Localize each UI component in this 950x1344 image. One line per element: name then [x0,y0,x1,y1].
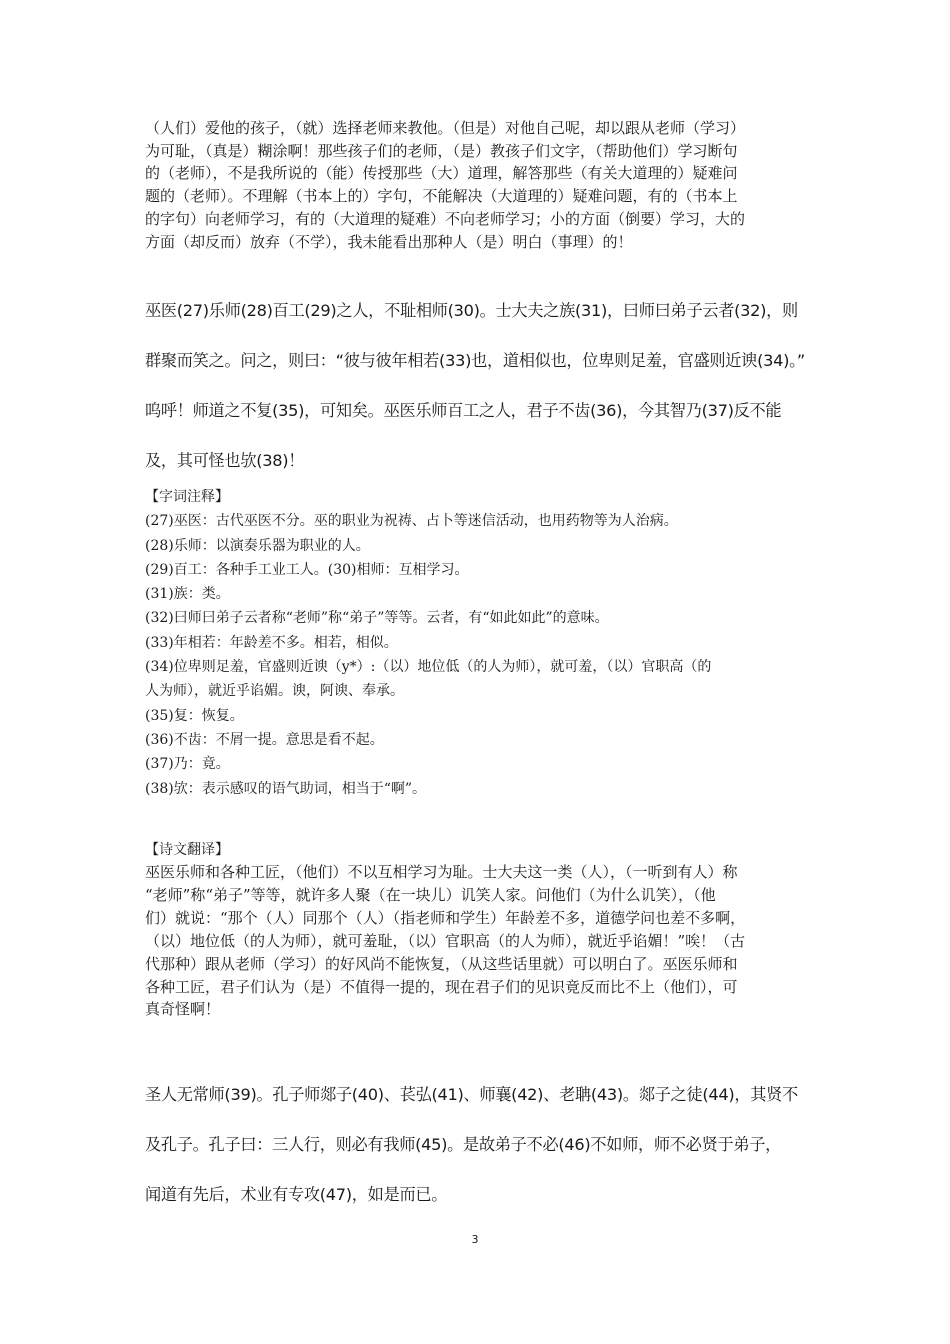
text-line: 题的（老师）。不理解（书本上的）字句，不能解决（大道理的）疑难问题，有的（书本上 [145,187,738,206]
section-heading: 【字词注释】 [145,489,229,505]
text-line: 及孔子。孔子曰：三人行，则必有我师(45)。是故弟子不必(46)不如师，师不必贤于弟子， [145,1135,782,1154]
text-line: （以）地位低（的人为师），就可羞耻，（以）官职高（的人为师），就近乎谄媚！”唉！（古 [145,931,746,950]
word-notes-section [145,485,809,801]
text-line: 及，其可怪也欤(38)！ [145,451,305,470]
note-item: 人为师），就近乎谄媚。谀，阿谀、奉承。 [145,683,404,700]
note-item: (35)复：恢复。 [145,707,244,724]
note-item: (29)百工：各种手工业工人。(30)相师：互相学习。 [145,561,469,578]
text-line: 的（老师），不是我所说的（能）传授那些（大）道理，解答那些（有关大道理的）疑难问 [145,164,738,183]
note-item: (36)不齿：不屑一提。意思是看不起。 [145,731,384,748]
text-line: 方面（却反而）放弃（不学），我未能看出那种人（是）明白（事理）的！ [145,232,633,251]
original-text-paragraph-2 [145,1070,809,1220]
translation-paragraph-1 [145,117,809,253]
translation-heading [145,839,809,862]
text-line: 的字句）向老师学习，有的（大道理的疑难）不向老师学习；小的方面（倒要）学习，大的 [145,209,746,228]
text-line: （人们）爱他的孩子，（就）选择老师来教他。（但是）对他自己呢，却以跟从老师（学习） [145,119,746,137]
original-text-paragraph-1 [145,286,809,486]
section-heading: 【诗文翻译】 [145,842,229,858]
text-line: 巫医乐师和各种工匠，（他们）不以互相学习为耻。士大夫这一类（人），（一听到有人）称 [145,863,738,881]
note-item: (31)族：类。 [145,586,230,603]
note-item: (34)位卑则足羞，官盛则近谀（y*）:（以）地位低（的人为师），就可羞，（以）官职高（的 [145,659,712,676]
note-item: (28)乐师：以演奏乐器为职业的人。 [145,537,370,554]
text-line: 呜呼！师道之不复(35)，可知矣。巫医乐师百工之人，君子不齿(36)，今其智乃(37)反不能 [145,401,782,420]
text-line: 各种工匠，君子们认为（是）不值得一提的，现在君子们的见识竟反而比不上（他们），可 [145,977,738,996]
text-line: 们）就说：“那个（人）同那个（人）（指老师和学生）年龄差不多，道德学问也差不多啊， [145,908,746,927]
page-number: 3 [471,1233,479,1246]
text-line: 圣人无常师(39)。孔子师郯子(40)、苌弘(41)、师襄(42)、老聃(43)。郯子之徒(44)，其贤不 [145,1085,798,1104]
text-line: 代那种）跟从老师（学习）的好风尚不能恢复，（从这些话里就）可以明白了。巫医乐师和 [145,954,738,973]
note-item: (38)欤：表示感叹的语气助词，相当于“啊”。 [145,780,427,797]
text-line: 闻道有先后，术业有专攻(47)，如是而已。 [145,1185,448,1204]
note-item: (33)年相若：年龄差不多。相若，相似。 [145,634,398,651]
text-line: 群聚而笑之。问之，则曰：“彼与彼年相若(33)也，道相似也，位卑则足羞，官盛则近谀(34)。” [145,351,805,370]
translation-paragraph-2 [145,861,809,1021]
text-line: 巫医(27)乐师(28)百工(29)之人，不耻相师(30)。士大夫之族(31)，曰师曰弟子云者(32)，则 [145,301,798,320]
note-item: (32)曰师曰弟子云者称“老师”称“弟子”等等。云者，有“如此如此”的意味。 [145,610,609,627]
text-line: 为可耻，（真是）糊涂啊！那些孩子们的老师，（是）教孩子们文字，（帮助他们）学习断句 [145,141,738,160]
note-item: (37)乃：竟。 [145,756,230,773]
text-line: “老师”称“弟子”等等，就许多人聚（在一块儿）讥笑人家。问他们（为什么讥笑），（他 [145,885,716,904]
text-line: 真奇怪啊！ [145,1000,221,1019]
note-item: (27)巫医：古代巫医不分。巫的职业为祝祷、占卜等迷信活动，也用药物等为人治病。 [145,513,678,530]
